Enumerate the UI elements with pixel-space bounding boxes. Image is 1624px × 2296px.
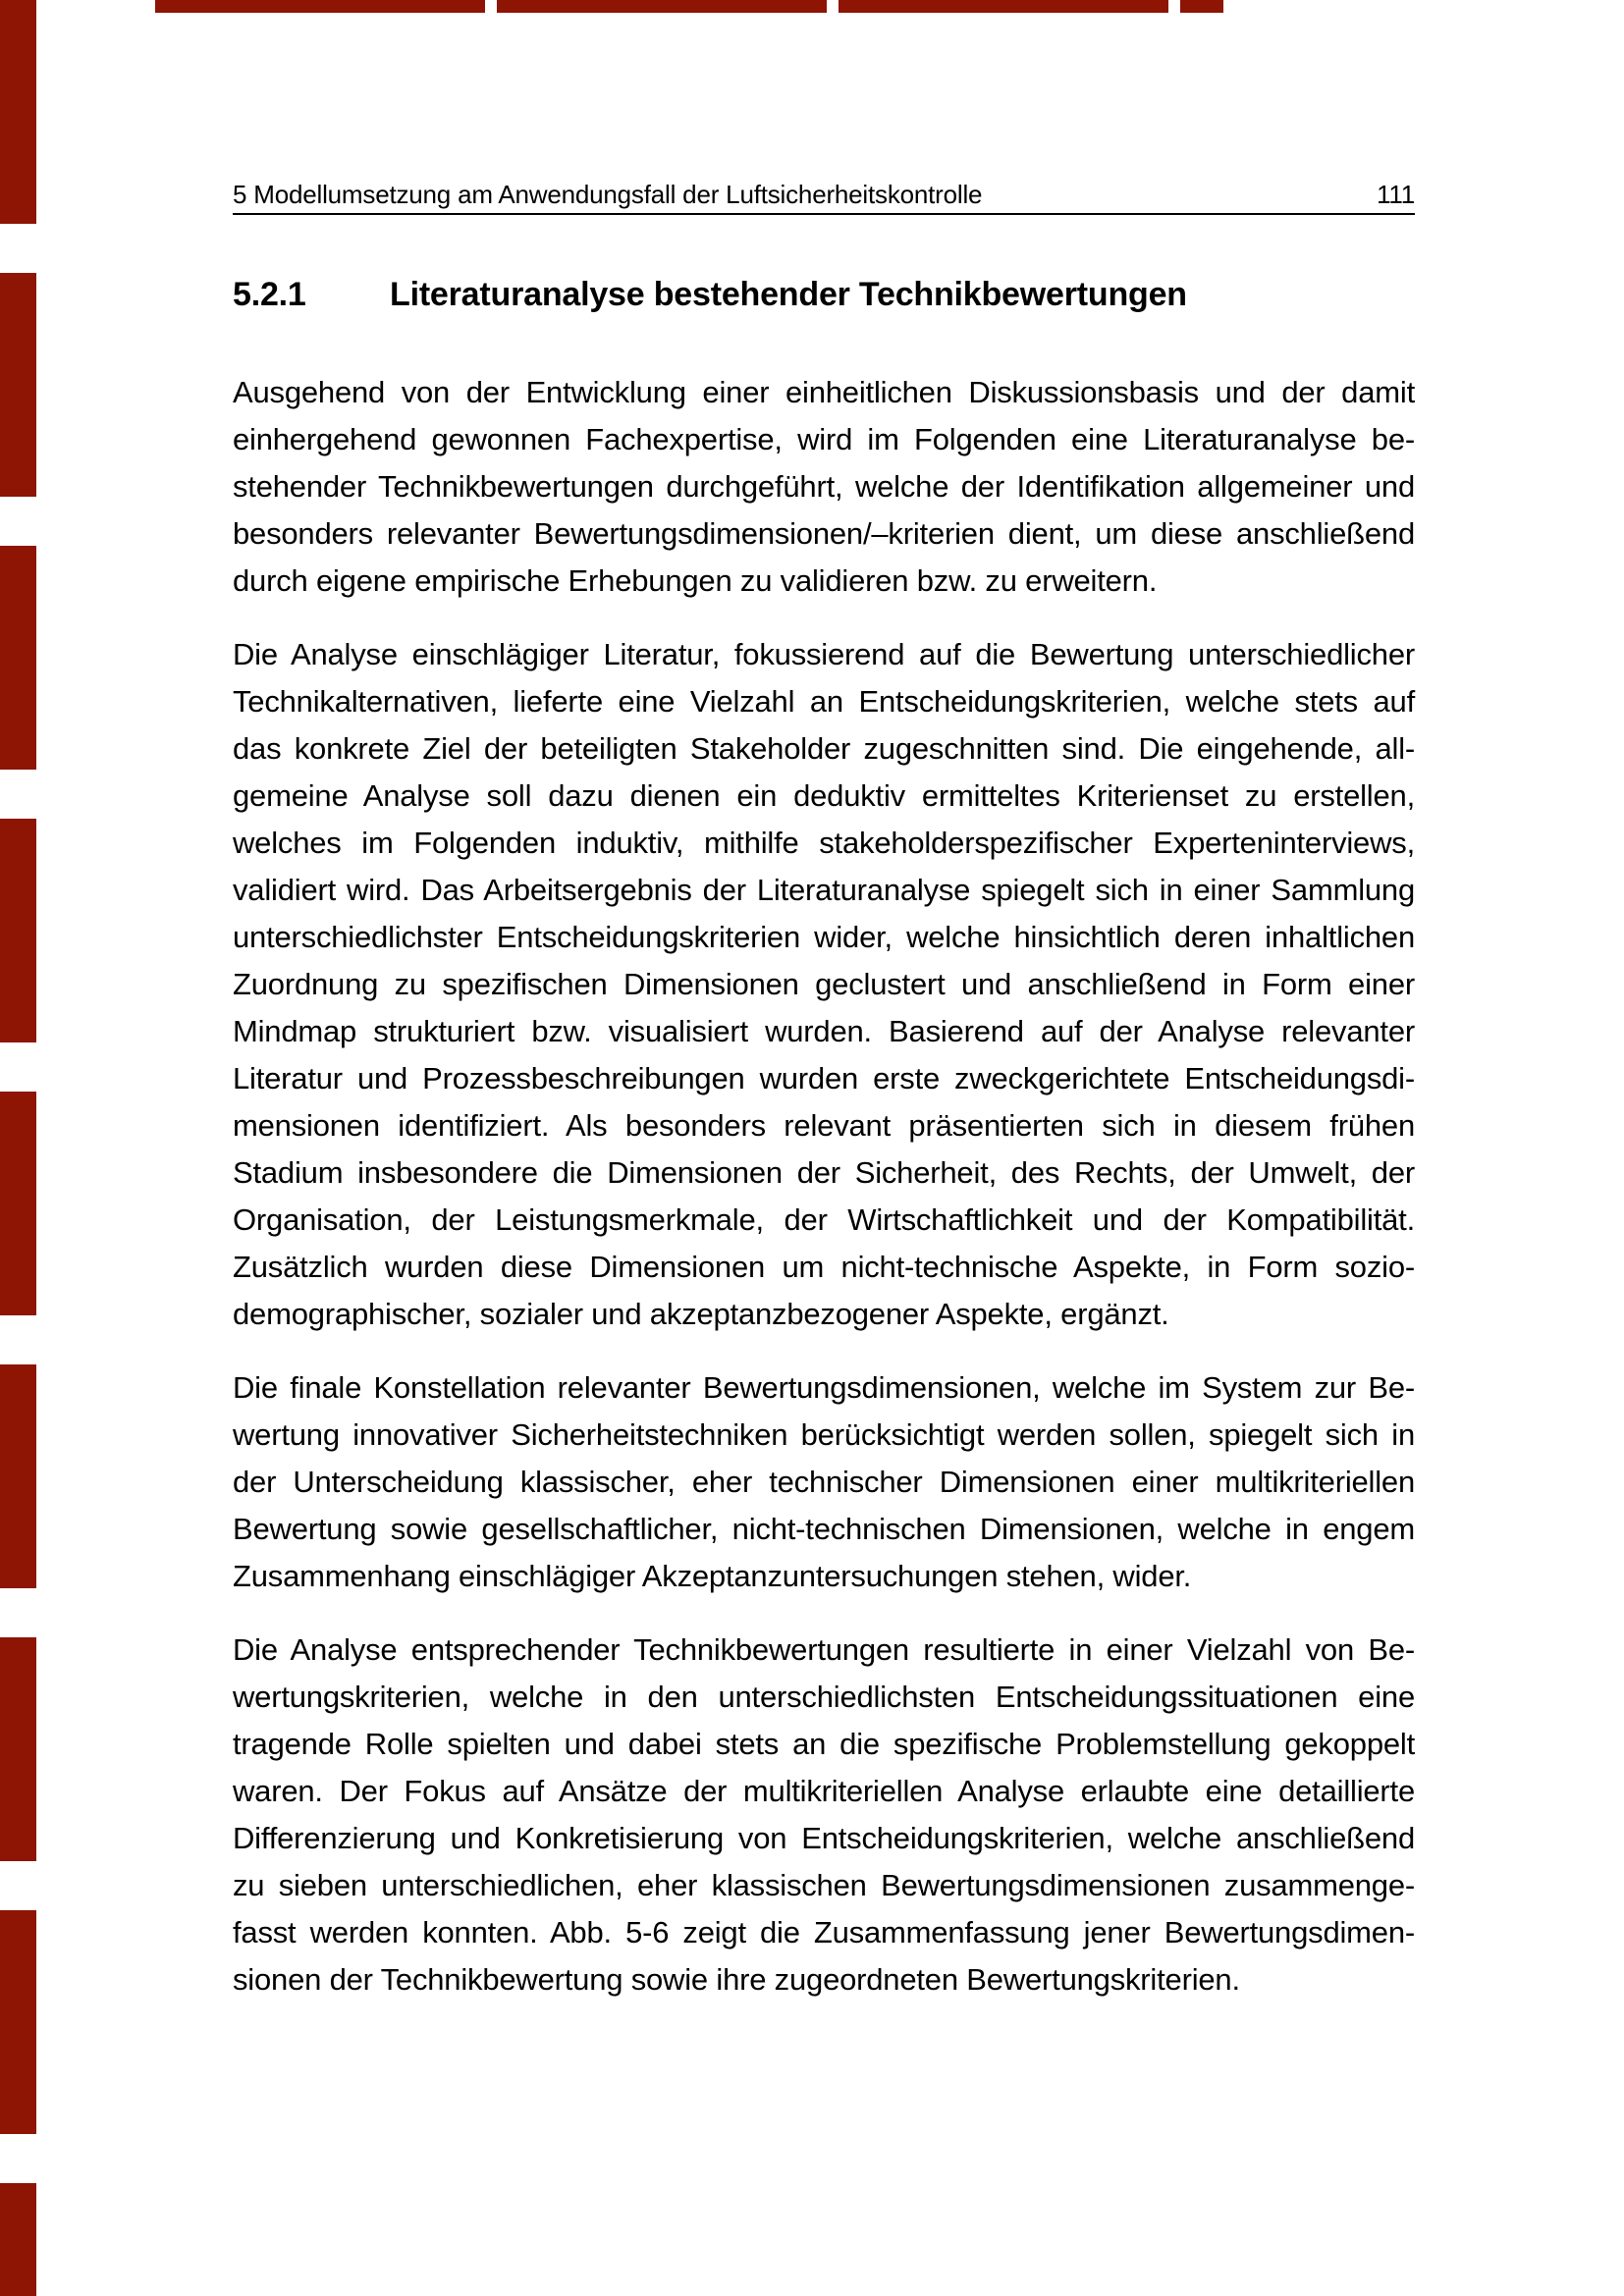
text-line: fasst werden konnten. Abb. 5-6 zeigt die Zusammenfassung jener Bewertungsdimen- <box>233 1915 1415 1949</box>
section-number: 5.2.1 <box>233 276 306 313</box>
text-line: das konkrete Ziel der beteiligten Stakeholder zugeschnitten sind. Die eingehende, all- <box>233 731 1415 766</box>
paragraph <box>233 369 1415 605</box>
text-line: stehender Technikbewertungen durchgeführt, welche der Identifikation allgemeiner und <box>233 469 1415 504</box>
text-line: Die finale Konstellation relevanter Bewertungsdimensionen, welche im System zur Be- <box>233 1370 1415 1405</box>
text-line: Stadium insbesondere die Dimensionen der Sicherheit, des Rechts, der Umwelt, der <box>233 1155 1415 1190</box>
text-line: welches im Folgenden induktiv, mithilfe stakeholderspezifischer Experteninterviews, <box>233 826 1415 860</box>
paragraph <box>233 1627 1415 2003</box>
text-line: tragende Rolle spielten und dabei stets an die spezifische Problemstellung gekoppelt <box>233 1727 1415 1761</box>
text-line: waren. Der Fokus auf Ansätze der multikriteriellen Analyse erlaubte eine detaillierte <box>233 1774 1415 1808</box>
text-line: besonders relevanter Bewertungsdimensionen/–kriterien dient, um diese anschließend <box>233 516 1415 551</box>
text-line: Bewertung sowie gesellschaftlicher, nicht-technischen Dimensionen, welche in engem <box>233 1512 1415 1546</box>
text-line: Zusammenhang einschlägiger Akzeptanzuntersuchungen stehen, wider. <box>233 1559 1192 1593</box>
scan-artifact-left-edge <box>0 0 36 2296</box>
text-line: wertungskriterien, welche in den unterschiedlichsten Entscheidungssituationen eine <box>233 1680 1415 1714</box>
text-line: der Unterscheidung klassischer, eher technischer Dimensionen einer multikriteriellen <box>233 1465 1415 1499</box>
paragraph <box>233 1364 1415 1600</box>
text-line: einhergehend gewonnen Fachexpertise, wird im Folgenden eine Literaturanalyse be- <box>233 422 1415 456</box>
header-rule <box>233 213 1415 215</box>
text-line: Die Analyse entsprechender Technikbewertungen resultierte in einer Vielzahl von Be- <box>233 1632 1415 1667</box>
text-line: mensionen identifiziert. Als besonders relevant präsentierten sich in diesem frühen <box>233 1108 1415 1143</box>
text-line: Zuordnung zu spezifischen Dimensionen geclustert und anschließend in Form einer <box>233 967 1415 1001</box>
paragraph <box>233 631 1415 1338</box>
text-line: Mindmap strukturiert bzw. visualisiert wurden. Basierend auf der Analyse relevanter <box>233 1014 1415 1048</box>
text-line: zu sieben unterschiedlichen, eher klassischen Bewertungsdimensionen zusammenge- <box>233 1868 1415 1902</box>
section-title: Literaturanalyse bestehender Technikbewertungen <box>390 276 1187 313</box>
section-heading <box>233 276 1415 314</box>
text-line: demographischer, sozialer und akzeptanzbezogener Aspekte, ergänzt. <box>233 1297 1169 1331</box>
text-line: wertung innovativer Sicherheitstechniken berücksichtigt werden sollen, spiegelt sich in <box>233 1417 1415 1452</box>
running-header-chapter-title: 5 Modellumsetzung am Anwendungsfall der Luftsicherheitskontrolle <box>233 180 983 209</box>
text-line: durch eigene empirische Erhebungen zu validieren bzw. zu erweitern. <box>233 563 1158 598</box>
text-line: Technikalternativen, lieferte eine Vielzahl an Entscheidungskriterien, welche stets auf <box>233 684 1415 719</box>
text-line: Differenzierung und Konkretisierung von Entscheidungskriterien, welche anschließend <box>233 1821 1415 1855</box>
text-line: Organisation, der Leistungsmerkmale, der Wirtschaftlichkeit und der Kompatibilität. <box>233 1202 1415 1237</box>
text-line: Die Analyse einschlägiger Literatur, fokussierend auf die Bewertung unterschiedlicher <box>233 637 1415 671</box>
text-line: gemeine Analyse soll dazu dienen ein deduktiv ermitteltes Kriterienset zu erstellen, <box>233 778 1415 813</box>
text-line: Zusätzlich wurden diese Dimensionen um nicht-technische Aspekte, in Form sozio- <box>233 1250 1415 1284</box>
text-line: sionen der Technikbewertung sowie ihre zugeordneten Bewertungskriterien. <box>233 1962 1240 1997</box>
text-line: unterschiedlichster Entscheidungskriterien wider, welche hinsichtlich deren inhaltlichen <box>233 920 1415 954</box>
scan-artifact-top-edge <box>155 0 1223 13</box>
text-line: validiert wird. Das Arbeitsergebnis der Literaturanalyse spiegelt sich in einer Sammlung <box>233 873 1415 907</box>
page-body <box>233 369 1415 2030</box>
text-line: Literatur und Prozessbeschreibungen wurden erste zweckgerichtete Entscheidungsdi- <box>233 1061 1415 1095</box>
page-number: 111 <box>1377 180 1415 209</box>
text-line: Ausgehend von der Entwicklung einer einheitlichen Diskussionsbasis und der damit <box>233 375 1415 409</box>
running-header <box>233 180 1415 210</box>
